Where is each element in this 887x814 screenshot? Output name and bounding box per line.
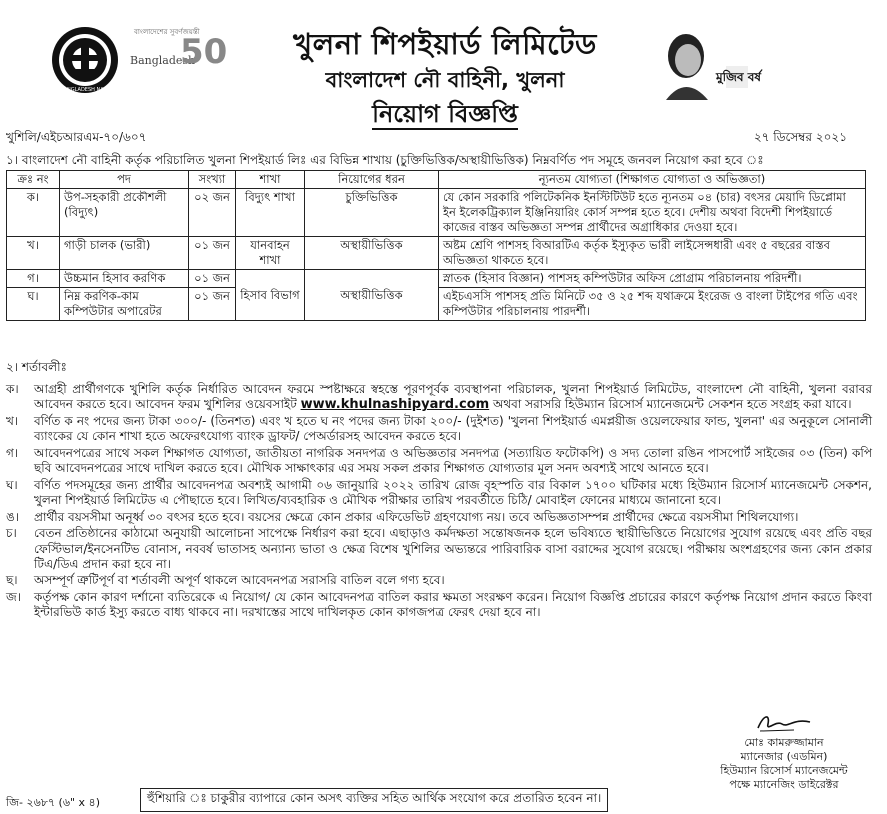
cell-branch-merged: হিসাব বিভাগ	[236, 270, 305, 321]
cell-type: অস্থায়ীভিত্তিক	[305, 237, 439, 270]
cell-branch: বিদ্যুৎ শাখা	[236, 189, 305, 237]
notice-date: ২৭ ডিসেম্বর ২০২১	[753, 130, 847, 144]
signature-block	[694, 712, 874, 792]
condition-key: ক।	[6, 382, 19, 396]
cell-qualification: অষ্টম শ্রেণি পাশসহ বিআরটিএ কর্তৃক ইস্যুকৃত ভারী লাইসেন্সধারী এবং ৫ বছরের বাস্তব অভিজ্ঞতা থাকতে হবে।	[439, 237, 866, 270]
cell-branch: যানবাহন শাখা	[236, 237, 305, 270]
signatory-name: মোঃ কামরুজ্জামান	[744, 736, 824, 749]
condition-key: জ।	[6, 590, 22, 605]
cell-qualification: এইচএসসি পাশসহ প্রতি মিনিটে ৩৫ ও ২৫ শব্দ যথাক্রমে ইংরেজ ও বাংলা টাইপের গতি এবং কম্পিউটার পরিচালনায় পারদর্শী।	[439, 288, 866, 321]
logo-50-small-text: বাংলাদেশের সুবর্ণজয়ন্তী	[134, 28, 200, 36]
signatory-dept: হিউম্যান রিসোর্স ম্যানেজমেন্ট	[720, 764, 848, 777]
list-item	[6, 446, 872, 476]
website-link[interactable]: www.khulnashipyard.com	[300, 397, 490, 413]
cell-post: উপ-সহকারী প্রকৌশলী (বিদ্যুৎ)	[60, 189, 189, 237]
cell-no: খ।	[7, 237, 60, 270]
signatory-on-behalf: পক্ষে ম্যানেজিং ডাইরেক্টর	[729, 778, 839, 791]
condition-text: বেতন প্রতিষ্ঠানের কাঠামো অনুযায়ী আলোচনা সাপেক্ষে নির্ধারণ করা হবে। এছাড়াও কর্মদক্ষতা সন্তোষজনক হলে ভবিষ্যতে স্থায়ীভিত্তিতে নিয়োগের সুযোগ রয়েছে এবং প্রতি বছর ফেস্টিভাল/ইনসেনটিভ বোনাস, নববর্ষ ভাতাসহ অন্যান্য ভাতা ও ক্ষেত্র বিশেষ খুশিলির অভ্যন্তরে পারিবারিক বাসা বরাদ্দের সুযোগ রয়েছে। পরীক্ষায় অংশগ্রহণের জন্য কোন প্রকার টিএ/ডিএ প্রদান করা হবে না।	[34, 526, 872, 571]
conditions-heading: ২। শর্তাবলীঃ	[6, 360, 67, 374]
condition-key: ছ।	[6, 573, 18, 588]
list-item	[6, 510, 872, 525]
col-header: পদ	[60, 171, 189, 189]
golden-jubilee-logo	[130, 22, 230, 86]
notice-title-text: নিয়োগ বিজ্ঞপ্তি	[372, 100, 518, 128]
mujib-borsho-logo	[656, 26, 761, 100]
intro-paragraph: ১। বাংলাদেশ নৌ বাহিনী কর্তৃক পরিচালিত খুলনা শিপইয়ার্ড লিঃ এর বিভিন্ন শাখায় (চুক্তিভিত্তিক/অস্থায়ীভিত্তিক) নিম্নবর্ণিত পদ সমূহে জনবল নিয়োগ করা হবে ঃ	[6, 153, 764, 167]
shipyard-emblem-icon	[50, 25, 120, 95]
condition-text: কর্তৃপক্ষ কোন কারণ দর্শানো ব্যতিরেকে এ নিয়োগ/ যে কোন আবেদনপত্র বাতিল করার ক্ষমতা সংরক্ষণ করেন। নিয়োগ বিজ্ঞপ্তি প্রচারের কারণে কর্তৃপক্ষ নিয়োগ প্রদান করতে কিংবা ইন্টারভিউ কার্ড ইস্যু করতে বাধ্য থাকবে না। দরখাস্তের সাথে দাখিলকৃত কোন কাগজপত্র ফেরৎ দেয়া হবে না।	[34, 590, 872, 620]
condition-key: চ।	[6, 526, 17, 541]
list-item	[6, 590, 872, 620]
logo-left-text: BANGLADESH NAVY	[60, 87, 110, 93]
warning-box: হুঁশিয়ারি ঃ চাকুরীর ব্যাপারে কোন অসৎ ব্যক্তির সহিত আর্থিক সংযোগ করে প্রতারিত হবেন না।	[140, 788, 608, 812]
table-row	[7, 189, 866, 237]
cell-no: গ।	[7, 270, 60, 288]
table-row	[7, 270, 866, 288]
list-item	[6, 526, 872, 572]
condition-key: ঙ।	[6, 509, 20, 524]
cell-qualification: যে কোন সরকারি পলিটেকনিক ইনস্টিটিউট হতে ন্যূনতম ০৪ (চার) বৎসর মেয়াদি ডিপ্লোমা ইন ইলেকট্রিক্যাল ইঞ্জিনিয়ারিং কোর্স সম্পন্ন হতে হবে। দেশীয় অথবা বিদেশী শিপইয়ার্ডে কাজের বাস্তব অভিজ্ঞতা সম্পন্ন প্রার্থীদের অগ্রাধিকার দেওয়া হবে।	[439, 189, 866, 237]
condition-text: অসম্পূর্ণ ত্রুটিপূর্ণ বা শর্তাবলী অপূর্ণ থাকলে আবেদনপত্র সরাসরি বাতিল বলে গণ্য হবে।	[34, 573, 445, 588]
posts-table	[6, 170, 866, 321]
cell-post: গাড়ী চালক (ভারী)	[60, 237, 189, 270]
notice-title	[330, 96, 560, 136]
col-header: ন্যূনতম যোগ্যতা (শিক্ষাগত যোগ্যতা ও অভিজ্ঞতা)	[439, 171, 866, 189]
condition-text-part: অথবা সরাসরি হিউম্যান রিসোর্স ম্যানেজমেন্ট সেকশন হতে সংগ্রহ করা যাবে।	[489, 397, 852, 412]
reference-number: খুশিলি/এইচআরএম-৭০/৬০৭	[6, 130, 147, 144]
table-header-row	[7, 171, 866, 189]
conditions-list	[6, 382, 872, 622]
col-header: ক্রঃ নং	[7, 171, 60, 189]
signature-icon	[754, 712, 814, 734]
cell-count: ০১ জন	[189, 288, 236, 321]
cell-type: চুক্তিভিত্তিক	[305, 189, 439, 237]
condition-text: বর্ণিত ক নং পদের জন্য টাকা ৩০০/- (তিনশত) এবং খ হতে ঘ নং পদের জন্য টাকা ২০০/- (দুইশত) 'খুলনা শিপইয়ার্ড এমপ্লয়ীজ ওয়েলফেয়ার ফান্ড, খুলনা' এর অনুকূলে সোনালী ব্যাংকের যে কোন শাখা হতে অফেরৎযোগ্য ব্যাংক ড্রাফট/ পেঅর্ডারসহ আবেদন করতে হবে।	[34, 413, 872, 444]
col-header: শাখা	[236, 171, 305, 189]
page-title: খুলনা শিপইয়ার্ড লিমিটেড	[293, 27, 597, 61]
condition-text-part: আগ্রহী প্রার্থীগণকে খুশিলি কর্তৃক নির্ধারিত আবেদন ফরমে স্পষ্টাক্ষরে স্বহস্তে পূরণপূর্বক ব্যবস্থাপনা পরিচালক, খুলনা শিপইয়ার্ড লিমিটেড, বাংলাদেশ নৌ বাহিনী, খুলনা বরাবর আবেদন করতে হবে। আবেদন ফরম খুশিলির ওয়েবসাইট	[34, 382, 872, 412]
ad-code: জি- ২৬৮৭ (৬" x ৪)	[6, 796, 100, 809]
list-item	[6, 573, 872, 588]
cell-post: নিম্ন করণিক-কাম কম্পিউটার অপারেটর	[60, 288, 189, 321]
cell-count: ০২ জন	[189, 189, 236, 237]
col-header: নিয়োগের ধরন	[305, 171, 439, 189]
cell-qualification: স্নাতক (হিসাব বিজ্ঞান) পাশসহ কম্পিউটার অফিস প্রোগ্রাম পরিচালনায় পরিদর্শী।	[439, 270, 866, 288]
condition-key: ঘ।	[6, 477, 18, 492]
logo-50-number: 50	[180, 32, 228, 72]
condition-key: গ।	[6, 445, 19, 460]
condition-text: বর্ণিত পদসমূহের জন্য প্রার্থীর আবেদনপত্র অবশ্যই আগামী ০৬ জানুয়ারি ২০২২ তারিখ রোজ বৃহস্পতি বার বিকাল ১৭০০ ঘটিকার মধ্যে হিউম্যান রিসোর্স ম্যানেজমেন্ট সেকশন, খুলনা শিপইয়ার্ড লিমিটেড এ পৌছাতে হবে। লিখিত/ব্যবহারিক ও মৌখিক পরীক্ষার তারিখ পরবর্তীতে চিঠি/ মোবাইল ফোনের মাধ্যমে জানানো হবে।	[34, 477, 872, 507]
page-subtitle: বাংলাদেশ নৌ বাহিনী, খুলনা	[325, 68, 565, 92]
col-header: সংখ্যা	[189, 171, 236, 189]
cell-no: ক।	[7, 189, 60, 237]
list-item	[6, 414, 872, 444]
table-row	[7, 237, 866, 270]
condition-text	[34, 382, 872, 412]
list-item	[6, 382, 872, 412]
condition-text: আবেদনপত্রের সাথে সকল শিক্ষাগত যোগ্যতা, জাতীয়তা নাগরিক সনদপত্র ও অভিজ্ঞতার সনদপত্র (সত্যায়িত ফটোকপি) ও সদ্য তোলা রঙিন পাসপোর্ট সাইজের ০৩ (তিন) কপি ছবি আবেদনপত্রের সাথে দাখিল করতে হবে। মৌখিক সাক্ষাৎকার এর সময় সকল প্রকার শিক্ষাগত যোগ্যতার মূল সনদ অবশ্যই সাথে আনতে হবে।	[34, 445, 872, 476]
cell-count: ০১ জন	[189, 270, 236, 288]
cell-no: ঘ।	[7, 288, 60, 321]
list-item	[6, 478, 872, 508]
condition-text: প্রার্থীর বয়সসীমা অনূর্ধ্ব ৩০ বৎসর হতে হবে। বয়সের ক্ষেত্রে কোন প্রকার এফিডেভিট গ্রহণযোগ্য নয়। তবে অভিজ্ঞতাসম্পন্ন প্রার্থীদের ক্ষেত্রে বয়সসীমা শিথিলযোগ্য।	[34, 509, 799, 524]
portrait-caption: মুজিব বর্ষ	[716, 70, 761, 84]
cell-type-merged: অস্থায়ীভিত্তিক	[305, 270, 439, 321]
condition-key: খ।	[6, 413, 19, 428]
signatory-role: ম্যানেজার (এডমিন)	[740, 750, 828, 763]
cell-post: উচ্চমান হিসাব করণিক	[60, 270, 189, 288]
logo-50-label: Bangladesh	[130, 54, 196, 67]
cell-count: ০১ জন	[189, 237, 236, 270]
